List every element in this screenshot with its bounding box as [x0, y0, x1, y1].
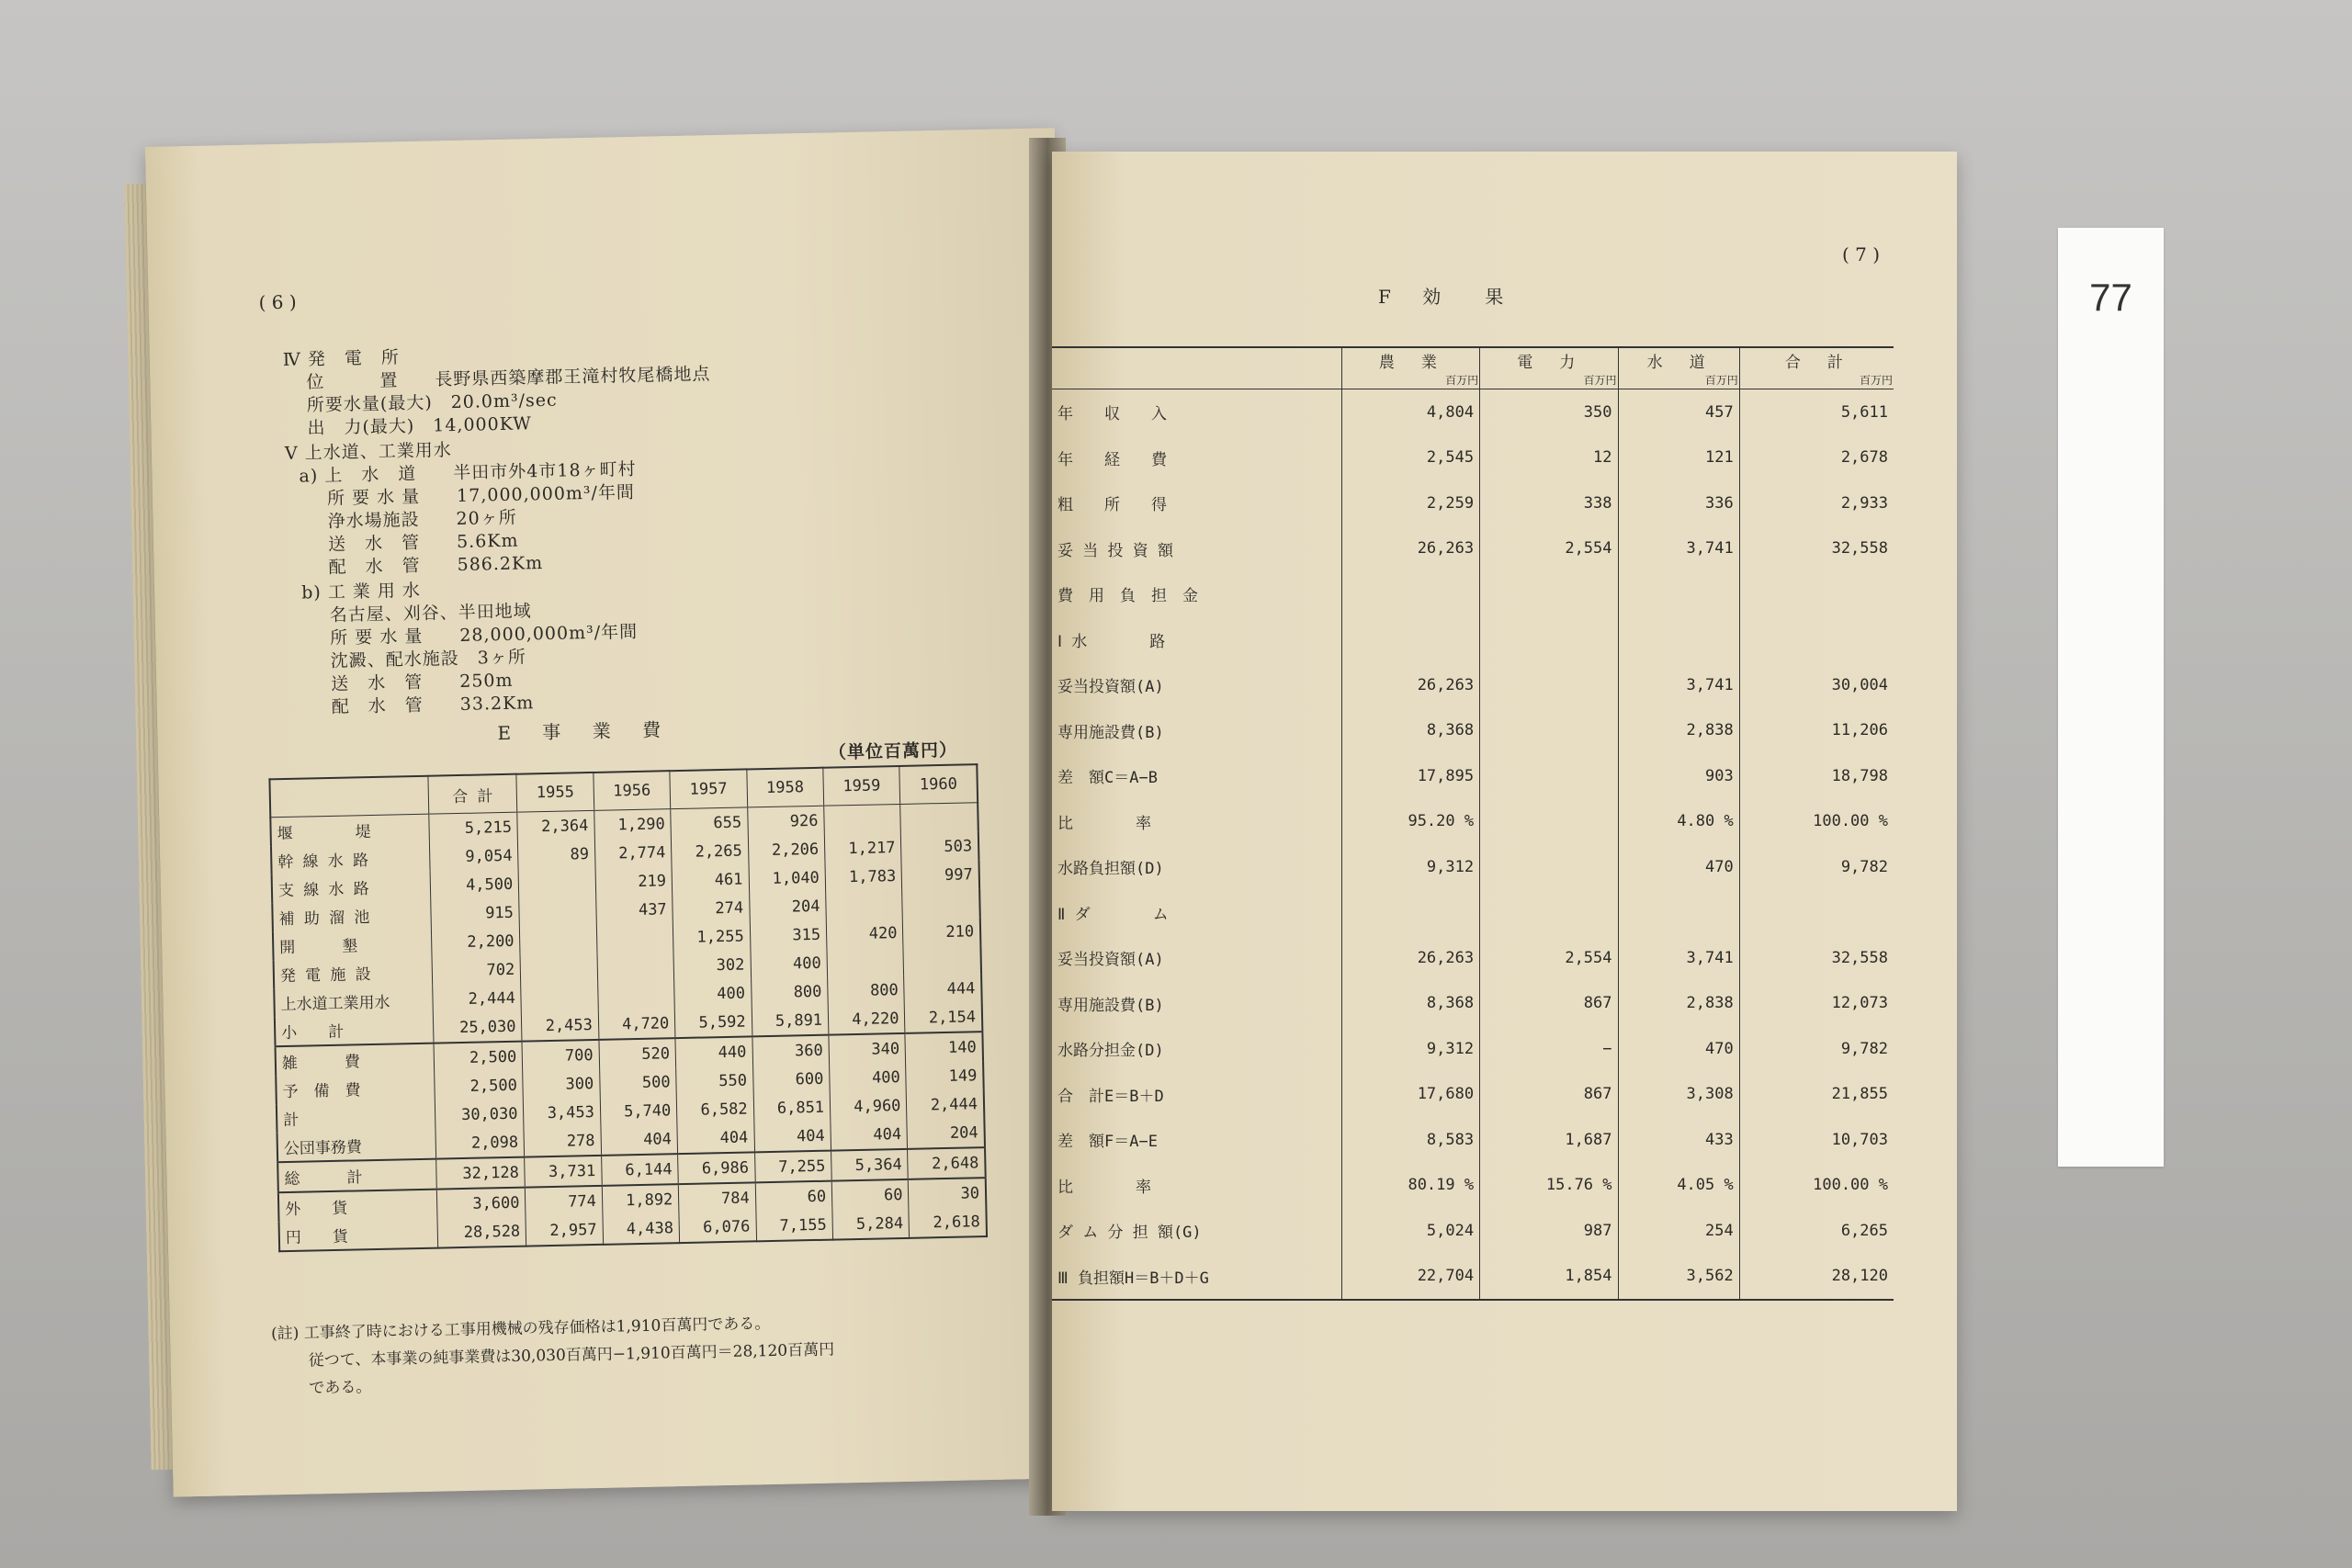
table-cell: 2,500	[434, 1042, 523, 1073]
table-cell: 2,154	[905, 1002, 983, 1033]
row-label: 円 貨	[285, 1227, 349, 1248]
table-cell: 5,740	[600, 1096, 677, 1126]
spec-line: a) 上 水 道 半田市外4市18ヶ町村	[299, 458, 637, 487]
table-row	[1052, 844, 1894, 890]
table-cell: 32,128	[435, 1157, 525, 1190]
table-row	[1052, 935, 1894, 981]
table-cell: 204	[749, 892, 826, 922]
table-cell: 470	[1618, 844, 1739, 890]
table-cell: 204	[907, 1118, 985, 1149]
table-cell: 6,076	[679, 1212, 756, 1243]
table-cell: 30,004	[1739, 662, 1894, 708]
table-cell: 12,073	[1739, 981, 1894, 1027]
table-cell	[902, 888, 980, 919]
table-cell: 32,558	[1739, 526, 1894, 572]
table-cell: 457	[1618, 389, 1739, 435]
table-cell: 28,528	[437, 1217, 526, 1248]
table-cell: 17,680	[1341, 1072, 1479, 1118]
table-row	[1052, 1254, 1894, 1301]
table-row	[1052, 571, 1894, 617]
table-cell: 9,312	[1341, 1026, 1479, 1072]
row-label: 比 率	[1057, 814, 1151, 833]
table-cell: 60	[831, 1179, 909, 1211]
table-cell: 987	[1480, 1208, 1618, 1254]
row-label: 年 収 入	[1057, 405, 1167, 424]
spec-line: 配 水 管 33.2Km	[331, 693, 535, 717]
table-cell: 2,648	[908, 1147, 986, 1179]
spec-line: 所 要 水 量 17,000,000m³/年間	[326, 481, 636, 509]
table-row	[1052, 1117, 1894, 1163]
table-cell	[903, 945, 981, 976]
table-cell	[900, 803, 978, 833]
table-row	[1052, 480, 1894, 526]
table-cell: 2,098	[435, 1128, 525, 1159]
table-cell: 700	[522, 1040, 599, 1071]
table-cell: 1,217	[824, 833, 901, 863]
column-header: 合 計 百万円	[1739, 347, 1894, 389]
spec-line: Ⅳ 発 電 所	[282, 347, 401, 370]
table-cell: 2,554	[1480, 526, 1618, 572]
table-cell	[1480, 617, 1618, 663]
table-cell	[1739, 571, 1894, 617]
table-cell: 8,583	[1341, 1117, 1479, 1163]
row-label: 補 助 溜 池	[278, 908, 370, 930]
table-cell: 503	[901, 831, 979, 862]
page-number: ( 7 )	[1842, 243, 1881, 265]
page-number: ( 6 )	[258, 290, 297, 314]
unit-label: 百万円	[1583, 374, 1617, 387]
table-cell: 336	[1618, 480, 1739, 526]
table-row	[1052, 981, 1894, 1027]
table-cell: 404	[831, 1120, 908, 1151]
note-line: である。	[309, 1378, 372, 1398]
table-cell: 2,838	[1618, 708, 1739, 754]
table-row	[1052, 1208, 1894, 1254]
table-cell: 5,364	[831, 1149, 909, 1181]
table-cell: 1,783	[825, 862, 902, 892]
table-cell: 2,259	[1341, 480, 1479, 526]
table-row	[1052, 617, 1894, 663]
table-cell: 461	[672, 864, 749, 895]
table-cell: 2,957	[526, 1215, 603, 1247]
table-cell: 440	[675, 1036, 752, 1067]
table-cell: 404	[753, 1122, 831, 1153]
table-cell: 7,255	[754, 1151, 831, 1183]
table-cell: 1,892	[602, 1184, 679, 1215]
table-cell: 18,798	[1739, 753, 1894, 799]
column-header	[1052, 347, 1341, 389]
table-cell: 8,368	[1341, 981, 1479, 1027]
table-cell	[1341, 617, 1479, 663]
table-cell: 60	[755, 1181, 832, 1213]
spec-line: 沈澱、配水施設 3ヶ所	[330, 647, 527, 671]
table-cell	[1618, 617, 1739, 663]
table-cell: 2,678	[1739, 435, 1894, 481]
table-cell: 702	[432, 955, 521, 986]
table-cell: 315	[750, 920, 827, 951]
table-cell: 600	[752, 1065, 830, 1095]
table-cell: 2,545	[1341, 435, 1479, 481]
table-cell: 149	[906, 1061, 984, 1091]
row-label: 公団事務費	[283, 1138, 363, 1159]
column-header: 1960	[899, 764, 978, 804]
table-cell: 926	[747, 806, 824, 836]
row-label: 予 備 費	[282, 1081, 361, 1102]
column-header	[269, 776, 428, 818]
table-row	[1052, 1072, 1894, 1118]
table-cell: 140	[905, 1032, 983, 1063]
table-cell: 915	[430, 898, 519, 929]
table-cell: 274	[673, 893, 750, 923]
table-cell: 25,030	[433, 1012, 522, 1043]
table-cell: 100.00 %	[1739, 1163, 1894, 1209]
row-label: 妥当投資額(A)	[1057, 678, 1164, 697]
row-label: 費 用 負 担 金	[1057, 587, 1198, 606]
spec-line: 所要水量(最大) 20.0m³/sec	[306, 389, 558, 416]
table-cell: 5,891	[752, 1006, 829, 1037]
table-cell: 470	[1618, 1026, 1739, 1072]
row-label: 妥当投資額(A)	[1057, 951, 1164, 970]
table-cell: 433	[1618, 1117, 1739, 1163]
table-cell: 4,500	[430, 870, 519, 900]
archive-tag	[2058, 228, 2164, 1167]
table-cell: 4.05 %	[1618, 1163, 1739, 1209]
table-cell	[519, 897, 596, 927]
table-cell: 80.19 %	[1341, 1163, 1479, 1209]
row-label: 水路分担金(D)	[1057, 1042, 1164, 1061]
table-cell: 30,030	[435, 1100, 524, 1130]
table-cell: 12	[1480, 435, 1618, 481]
row-label: Ⅱ ダ ム	[1057, 905, 1169, 924]
table-cell: 2,364	[517, 810, 594, 840]
table-cell: 2,444	[907, 1089, 985, 1120]
note-line: (註) 工事終了時における工事用機械の残存価格は1,910百萬円である。	[270, 1314, 771, 1344]
row-label: Ⅰ 水 路	[1057, 632, 1166, 651]
table-cell	[1739, 890, 1894, 936]
unit-label: 百万円	[1704, 374, 1738, 387]
table-cell: 360	[752, 1035, 830, 1066]
table-cell: 9,054	[429, 841, 518, 872]
table-cell: 997	[901, 860, 979, 890]
table-cell: 350	[1480, 389, 1618, 435]
table-cell	[518, 868, 595, 898]
table-cell: 100.00 %	[1739, 799, 1894, 845]
spec-line: b) 工 業 用 水	[300, 580, 422, 604]
table-cell: 4.80 %	[1618, 799, 1739, 845]
right-page	[1052, 152, 1957, 1511]
table-cell: 5,215	[428, 812, 517, 843]
table-cell: 89	[518, 840, 595, 870]
tag-number: 77	[2089, 276, 2132, 319]
table-cell: 520	[599, 1038, 676, 1069]
table-cell	[1480, 799, 1618, 845]
section-title: E 事 業 費	[497, 718, 674, 745]
table-cell: 1,854	[1480, 1254, 1618, 1301]
table-cell: 26,263	[1341, 662, 1479, 708]
table-cell: 338	[1480, 480, 1618, 526]
table-cell	[1618, 890, 1739, 936]
table-cell: 6,265	[1739, 1208, 1894, 1254]
table-cell: 867	[1480, 1072, 1618, 1118]
table-cell: 28,120	[1739, 1254, 1894, 1301]
spec-line: 浄水場施設 20ヶ所	[327, 507, 517, 532]
table-cell: 404	[601, 1124, 678, 1156]
row-label: 水路負担額(D)	[1057, 860, 1164, 879]
row-label: 比 率	[1057, 1178, 1151, 1197]
table-cell	[827, 947, 904, 977]
table-cell: 400	[830, 1063, 907, 1093]
table-cell: 1,290	[594, 809, 672, 840]
row-label: 開 墾	[279, 937, 358, 958]
table-cell: 3,741	[1618, 526, 1739, 572]
left-page	[145, 128, 1083, 1496]
note-line: 従つて、本事業の純事業費は30,030百萬円−1,910百萬円＝28,120百萬円	[308, 1340, 835, 1371]
table-cell: 30	[909, 1178, 987, 1209]
column-header: 1958	[746, 768, 823, 807]
column-header: 電 力 百万円	[1480, 347, 1618, 389]
table-cell: 2,200	[431, 927, 520, 957]
table-cell: 4,804	[1341, 389, 1479, 435]
table-cell: 437	[595, 895, 673, 925]
table-cell	[597, 952, 674, 982]
table-cell: 6,851	[753, 1093, 831, 1123]
spec-line: 送 水 管 250m	[331, 670, 514, 694]
table-cell: 22,704	[1341, 1254, 1479, 1301]
table-cell: 2,933	[1739, 480, 1894, 526]
table-cell: 26,263	[1341, 935, 1479, 981]
row-label: 専用施設費(B)	[1057, 723, 1164, 742]
spec-line: 出 力(最大) 14,000KW	[307, 413, 532, 439]
table-cell: 4,720	[598, 1009, 675, 1040]
table-cell: 9,782	[1739, 844, 1894, 890]
row-label: 差 額C＝A−B	[1057, 769, 1158, 788]
column-header: 合 計	[428, 774, 518, 815]
row-label: 外 貨	[278, 1190, 437, 1223]
table-cell	[1480, 844, 1618, 890]
table-cell	[1618, 571, 1739, 617]
table-cell: 121	[1618, 435, 1739, 481]
table-cell	[596, 923, 673, 953]
column-header: 1955	[516, 773, 594, 812]
table-row	[1052, 389, 1894, 435]
table-cell	[597, 980, 674, 1010]
spec-line: 所 要 水 量 28,000,000m³/年間	[330, 621, 639, 649]
table-cell: 3,308	[1618, 1072, 1739, 1118]
table-cell: 3,741	[1618, 935, 1739, 981]
spec-line: Ⅴ 上水道、工業用水	[284, 440, 452, 464]
table-cell: 21,855	[1739, 1072, 1894, 1118]
row-label: 堰 堤	[277, 823, 371, 844]
table-cell: 5,592	[674, 1007, 752, 1038]
table-cell: 9,312	[1341, 844, 1479, 890]
table-cell: 302	[673, 950, 751, 980]
table-cell: 5,024	[1341, 1208, 1479, 1254]
table-cell: 2,444	[432, 984, 521, 1014]
table-cell: 400	[674, 978, 752, 1009]
table-cell: 210	[903, 917, 981, 947]
table-cell: 4,960	[830, 1091, 907, 1122]
spec-line: 送 水 管 5.6Km	[327, 530, 519, 555]
row-label: 専用施設費(B)	[1057, 996, 1164, 1015]
table-row	[1052, 662, 1894, 708]
table-cell: 420	[826, 919, 903, 949]
table-cell: 867	[1480, 981, 1618, 1027]
table-cell: 800	[751, 977, 828, 1008]
table-cell: 2,554	[1480, 935, 1618, 981]
table-cell: −	[1480, 1026, 1618, 1072]
table-row	[1052, 1163, 1894, 1209]
unit-label: 百万円	[1445, 374, 1479, 387]
table-cell: 219	[595, 866, 673, 897]
table-cell: 2,838	[1618, 981, 1739, 1027]
table-cell: 655	[671, 807, 748, 838]
row-label: 粗 所 得	[1057, 496, 1167, 515]
column-header: 農 業 百万円	[1341, 347, 1479, 389]
column-header: 1959	[823, 766, 900, 806]
cost-table	[268, 763, 988, 1252]
table-cell	[1480, 708, 1618, 754]
table-cell: 4,438	[603, 1213, 680, 1245]
table-cell: 10,703	[1739, 1117, 1894, 1163]
table-cell	[1341, 890, 1479, 936]
table-cell: 32,558	[1739, 935, 1894, 981]
table-cell: 300	[523, 1069, 600, 1100]
table-cell: 5,611	[1739, 389, 1894, 435]
table-cell: 2,774	[594, 838, 672, 868]
table-cell	[1480, 753, 1618, 799]
table-cell	[1480, 571, 1618, 617]
column-header: 1956	[594, 771, 671, 810]
table-cell: 550	[676, 1066, 753, 1096]
row-label: 合 計E＝B＋D	[1057, 1087, 1164, 1106]
table-cell: 17,895	[1341, 753, 1479, 799]
table-cell: 9,782	[1739, 1026, 1894, 1072]
table-row	[1052, 753, 1894, 799]
row-label: 妥 当 投 資 額	[1057, 541, 1173, 560]
table-cell	[826, 890, 903, 920]
table-cell	[520, 953, 597, 984]
row-label: 小 計	[281, 1022, 345, 1043]
table-cell: 254	[1618, 1208, 1739, 1254]
row-label: 上水道工業用水	[280, 993, 390, 1015]
table-cell: 1,040	[749, 863, 826, 894]
table-cell	[1480, 890, 1618, 936]
row-label: ダ ム 分 担 額(G)	[1057, 1224, 1202, 1243]
table-cell: 6,986	[678, 1152, 755, 1184]
table-cell: 278	[524, 1126, 601, 1157]
table-cell: 400	[751, 949, 828, 979]
row-label: 幹 線 水 路	[277, 852, 369, 873]
table-row	[1052, 526, 1894, 572]
effect-table	[1052, 346, 1894, 1301]
table-cell: 800	[828, 976, 905, 1006]
table-cell: 2,453	[522, 1010, 599, 1042]
spec-line: 名古屋、刈谷、半田地域	[329, 601, 532, 626]
table-cell: 26,263	[1341, 526, 1479, 572]
table-cell: 6,144	[601, 1154, 678, 1186]
table-cell: 784	[678, 1182, 755, 1213]
table-row	[1052, 708, 1894, 754]
table-cell	[1739, 617, 1894, 663]
row-label: 発 電 施 設	[279, 965, 371, 987]
table-cell	[1341, 571, 1479, 617]
table-cell: 6,582	[676, 1094, 753, 1124]
section-title: F 効 果	[1378, 286, 1517, 308]
table-row	[1052, 435, 1894, 481]
row-label: 雑 費	[276, 1043, 435, 1077]
row-label: Ⅲ 負担額H＝B＋D＋G	[1057, 1269, 1209, 1288]
column-header: 水 道 百万円	[1618, 347, 1739, 389]
table-cell: 8,368	[1341, 708, 1479, 754]
table-cell: 7,155	[756, 1211, 833, 1242]
table-cell: 3,453	[524, 1098, 601, 1128]
table-cell: 5,284	[832, 1209, 910, 1240]
table-cell	[521, 982, 598, 1012]
spec-line: 位 置 長野県西築摩郡王滝村牧尾橋地点	[306, 364, 711, 393]
table-cell: 4,220	[828, 1004, 905, 1035]
table-cell: 2,500	[434, 1071, 523, 1101]
row-label: 支 線 水 路	[277, 880, 369, 901]
table-cell: 11,206	[1739, 708, 1894, 754]
table-cell: 2,206	[748, 835, 825, 865]
table-cell	[520, 925, 597, 955]
table-cell: 500	[599, 1067, 676, 1098]
table-cell: 340	[829, 1033, 906, 1065]
table-cell: 3,731	[525, 1156, 602, 1188]
column-header: 1957	[670, 769, 747, 808]
row-label: 年 経 費	[1057, 450, 1167, 469]
row-label: 計	[283, 1111, 300, 1131]
unit-label: （単位百萬円）	[828, 739, 958, 763]
table-row	[1052, 799, 1894, 845]
table-cell: 774	[526, 1186, 603, 1217]
table-cell: 3,562	[1618, 1254, 1739, 1301]
table-cell: 15.76 %	[1480, 1163, 1618, 1209]
table-row	[1052, 1026, 1894, 1072]
table-cell: 903	[1618, 753, 1739, 799]
table-cell: 1,255	[673, 921, 751, 952]
table-cell: 404	[677, 1122, 754, 1154]
table-cell: 444	[904, 974, 982, 1004]
table-cell: 3,741	[1618, 662, 1739, 708]
table-cell: 3,600	[436, 1188, 526, 1219]
spec-line: 配 水 管 586.2Km	[328, 553, 544, 578]
row-label: 差 額F＝A−E	[1057, 1133, 1158, 1152]
table-cell: 2,618	[909, 1207, 987, 1238]
row-label: 総 計	[277, 1159, 436, 1193]
table-cell	[1480, 662, 1618, 708]
table-cell	[824, 804, 901, 834]
table-cell: 1,687	[1480, 1117, 1618, 1163]
table-cell: 2,265	[672, 836, 749, 866]
table-row	[1052, 890, 1894, 936]
table-cell: 95.20 %	[1341, 799, 1479, 845]
unit-label: 百万円	[1859, 374, 1893, 387]
